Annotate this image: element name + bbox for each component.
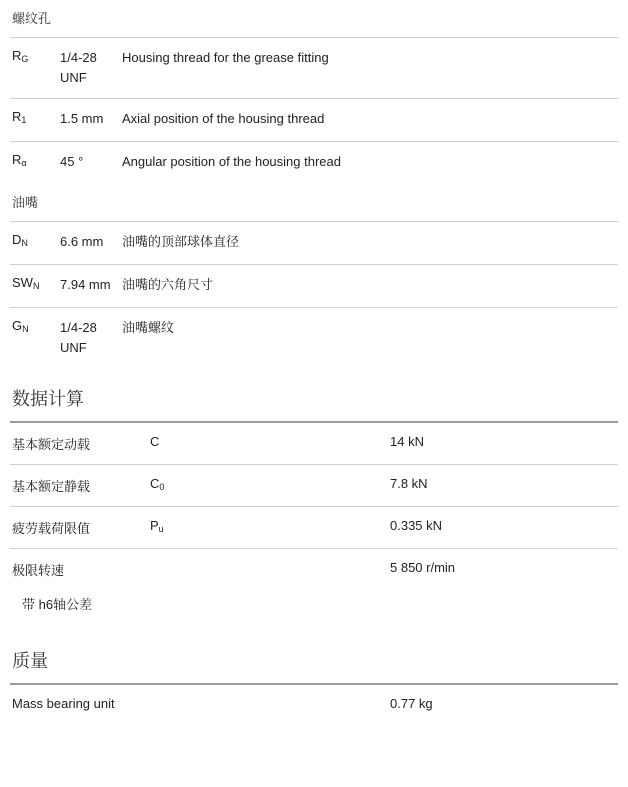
symbol-subscript: 1 bbox=[21, 115, 27, 126]
symbol-text: R bbox=[12, 152, 22, 168]
description-cell: 油嘴的六角尺寸 bbox=[122, 277, 214, 293]
value-cell: 7.8 kN bbox=[390, 475, 428, 491]
calculation-note: 带 h6轴公差 bbox=[22, 596, 93, 612]
value-cell: 1/4-28 UNF bbox=[60, 320, 97, 356]
description-cell: Angular position of the housing thread bbox=[122, 154, 341, 170]
value-cell: 5 850 r/min bbox=[390, 559, 456, 575]
label-cell: 基本额定静载 bbox=[12, 478, 91, 494]
symbol-text: P bbox=[150, 517, 159, 533]
symbol-text: C bbox=[150, 475, 160, 491]
value-cell: 1/4-28 UNF bbox=[60, 50, 97, 86]
table-row bbox=[10, 37, 618, 98]
label-cell: 基本额定动载 bbox=[12, 436, 91, 452]
table-row bbox=[10, 464, 618, 506]
symbol-cell bbox=[12, 275, 60, 290]
symbol-text: D bbox=[12, 232, 22, 248]
symbol-cell bbox=[150, 518, 390, 533]
table-row bbox=[10, 548, 618, 590]
description-cell: 油嘴螺纹 bbox=[122, 320, 175, 336]
value-cell: 0.77 kg bbox=[390, 695, 433, 711]
label-cell: 极限转速 bbox=[12, 562, 65, 578]
value-cell: 14 kN bbox=[390, 433, 424, 449]
symbol-cell bbox=[12, 109, 60, 124]
table-row bbox=[10, 506, 618, 548]
threaded-hole-heading: 螺纹孔 bbox=[12, 11, 52, 26]
value-cell: 0.335 kN bbox=[390, 517, 443, 533]
mass-heading: 质量 bbox=[12, 650, 48, 671]
symbol-cell bbox=[12, 152, 60, 167]
grease-fitting-heading: 油嘴 bbox=[12, 195, 39, 211]
symbol-cell bbox=[150, 476, 390, 491]
table-row bbox=[10, 221, 618, 264]
symbol-text: G bbox=[12, 318, 23, 334]
table-row bbox=[10, 683, 618, 722]
symbol-text: SW bbox=[12, 275, 33, 291]
table-row bbox=[10, 264, 618, 307]
table-row bbox=[10, 307, 618, 368]
calculation-heading: 数据计算 bbox=[12, 388, 84, 409]
symbol-cell bbox=[12, 232, 60, 247]
symbol-subscript: α bbox=[21, 158, 27, 169]
description-cell: Housing thread for the grease fitting bbox=[122, 50, 329, 65]
symbol-cell bbox=[12, 48, 60, 63]
label-cell: Mass bearing unit bbox=[12, 695, 115, 711]
symbol-subscript: N bbox=[22, 324, 29, 335]
symbol-subscript: N bbox=[32, 281, 40, 292]
label-cell: 疲劳载荷限值 bbox=[12, 520, 91, 536]
description-cell: 油嘴的顶部球体直径 bbox=[122, 234, 240, 250]
value-cell: 1.5 mm bbox=[60, 111, 104, 127]
value-cell: 6.6 mm bbox=[60, 234, 104, 250]
symbol-subscript: G bbox=[21, 54, 29, 64]
symbol-text: C bbox=[150, 433, 160, 449]
description-cell: Axial position of the housing thread bbox=[122, 111, 325, 127]
symbol-subscript: N bbox=[21, 238, 28, 249]
table-row bbox=[10, 421, 618, 464]
value-cell: 45 ° bbox=[60, 154, 84, 170]
symbol-text: R bbox=[12, 109, 22, 125]
symbol-subscript: u bbox=[158, 523, 164, 534]
table-row bbox=[10, 141, 618, 184]
table-row bbox=[10, 98, 618, 141]
symbol-text: R bbox=[12, 48, 22, 63]
symbol-subscript: 0 bbox=[159, 481, 165, 492]
symbol-cell bbox=[150, 434, 390, 449]
value-cell: 7.94 mm bbox=[60, 277, 111, 293]
symbol-cell bbox=[12, 318, 60, 333]
